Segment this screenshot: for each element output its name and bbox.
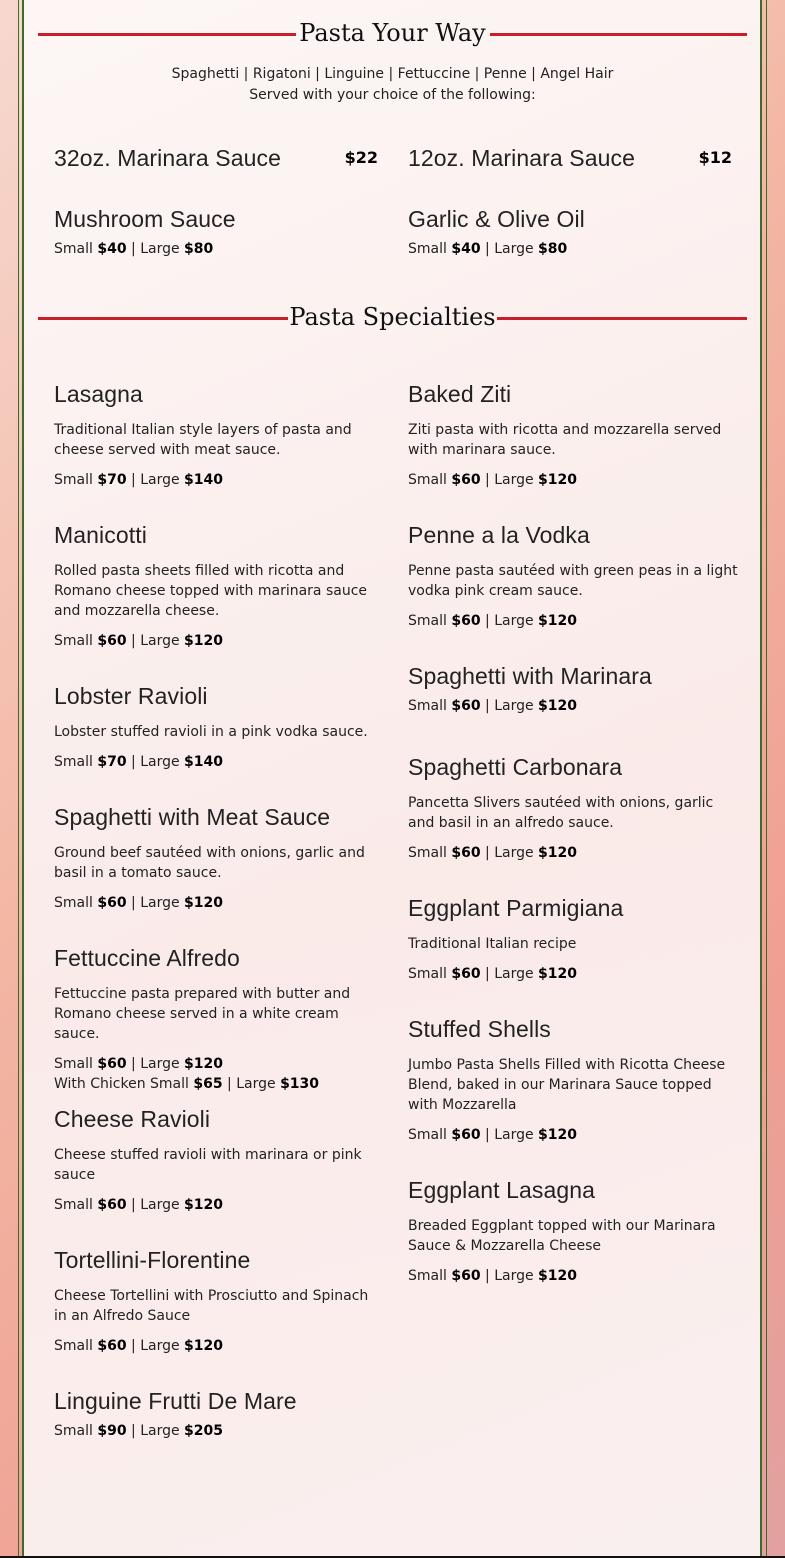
menu-item	[408, 205, 738, 259]
item-description: Traditional Italian recipe	[408, 936, 577, 952]
right-border	[766, 0, 767, 1558]
menu-item-penne-vodka	[408, 521, 738, 631]
item-price-with-chicken: With Chicken Small $65 | Large $130	[54, 1076, 320, 1092]
item-price: Small $40 | Large $80	[54, 241, 214, 257]
item-name: Lobster Ravioli	[54, 683, 208, 709]
section-title: Pasta Your Way	[299, 19, 486, 47]
item-name: Eggplant Parmigiana	[408, 895, 624, 921]
item-price: Small $90 | Large $205	[54, 1423, 224, 1439]
item-name: Stuffed Shells	[408, 1016, 551, 1042]
menu-item	[408, 144, 732, 172]
menu-item-linguine-frutti-de-mare	[54, 1387, 384, 1441]
item-name: Tortellini-Florentine	[54, 1247, 251, 1273]
left-border	[18, 0, 19, 1558]
item-name: Spaghetti with Meat Sauce	[54, 804, 331, 830]
section-header-pasta-specialties	[38, 300, 747, 336]
item-description: Ziti pasta with ricotta and mozzarella served with marinara sauce.	[408, 422, 722, 458]
item-name: Linguine Frutti De Mare	[54, 1388, 297, 1414]
item-name: Baked Ziti	[408, 381, 512, 407]
item-price: $22	[344, 148, 378, 167]
item-name: 32oz. Marinara Sauce	[54, 145, 282, 171]
item-name: Spaghetti Carbonara	[408, 754, 623, 780]
item-description: Cheese Tortellini with Prosciutto and Spinach in an Alfredo Sauce	[54, 1288, 369, 1324]
item-price: Small $60 | Large $120	[408, 845, 578, 861]
pasta-types: Spaghetti | Rigatoni | Linguine | Fettuccine | Penne | Angel Hair	[171, 66, 614, 82]
item-description: Rolled pasta sheets filled with ricotta and Romano cheese topped with marinara sauce and mozzarella cheese.	[54, 563, 368, 619]
item-price: Small $60 | Large $120	[54, 895, 224, 911]
item-name: Lasagna	[54, 381, 143, 407]
menu-item-eggplant-parmigiana	[408, 894, 738, 984]
item-price: Small $60 | Large $120	[54, 1197, 224, 1213]
section-header-pasta-your-way	[38, 16, 747, 52]
item-description: Cheese stuffed ravioli with marinara or pink sauce	[54, 1147, 362, 1183]
item-price: Small $60 | Large $120	[54, 1338, 224, 1354]
item-name: Penne a la Vodka	[408, 522, 590, 548]
menu-item-spaghetti-carbonara	[408, 753, 738, 863]
item-price: Small $60 | Large $120	[54, 633, 224, 649]
item-name: 12oz. Marinara Sauce	[408, 145, 636, 171]
item-price: Small $70 | Large $140	[54, 754, 224, 770]
item-name: Manicotti	[54, 522, 147, 548]
item-description: Breaded Eggplant topped with our Marinara Sauce & Mozzarella Cheese	[408, 1218, 716, 1254]
menu-item-stuffed-shells	[408, 1015, 738, 1145]
menu-item-baked-ziti	[408, 380, 738, 490]
served-with-note: Served with your choice of the following:	[249, 87, 536, 103]
menu-item-tortellini-florentine	[54, 1246, 384, 1356]
menu-item-manicotti	[54, 521, 384, 651]
item-name: Spaghetti with Marinara	[408, 663, 652, 689]
item-description: Ground beef sautéed with onions, garlic and basil in a tomato sauce.	[54, 845, 365, 881]
menu-item-eggplant-lasagna	[408, 1176, 738, 1286]
item-description: Lobster stuffed ravioli in a pink vodka sauce.	[54, 724, 368, 740]
item-description: Jumbo Pasta Shells Filled with Ricotta Cheese Blend, baked in our Marinara Sauce topped with Mozzarella	[408, 1057, 726, 1113]
menu-item-lasagna	[54, 380, 384, 490]
item-price: Small $60 | Large $120	[408, 1127, 578, 1143]
menu-item-spaghetti-meat-sauce	[54, 803, 384, 913]
item-name: Fettuccine Alfredo	[54, 945, 240, 971]
item-price: $12	[698, 148, 732, 167]
menu-item-lobster-ravioli	[54, 682, 384, 772]
menu-item-fettuccine-alfredo	[54, 944, 384, 1094]
menu-item	[54, 144, 378, 172]
item-price: Small $60 | Large $120	[408, 472, 578, 488]
item-description: Penne pasta sautéed with green peas in a light vodka pink cream sauce.	[408, 563, 738, 599]
item-description: Fettuccine pasta prepared with butter and Romano cheese served in a white cream sauce.	[54, 986, 351, 1042]
item-price: Small $60 | Large $120	[408, 1268, 578, 1284]
item-name: Cheese Ravioli	[54, 1106, 211, 1132]
item-price: Small $40 | Large $80	[408, 241, 568, 257]
menu-item-spaghetti-marinara	[408, 662, 738, 716]
item-name: Garlic & Olive Oil	[408, 206, 585, 232]
item-price: Small $60 | Large $120	[408, 966, 578, 982]
item-name: Eggplant Lasagna	[408, 1177, 596, 1203]
item-description: Traditional Italian style layers of pasta and cheese served with meat sauce.	[54, 422, 352, 458]
menu-item	[54, 205, 384, 259]
item-name: Mushroom Sauce	[54, 206, 236, 232]
item-price: Small $70 | Large $140	[54, 472, 224, 488]
menu-item-cheese-ravioli	[54, 1105, 384, 1215]
item-price: Small $60 | Large $120	[54, 1056, 224, 1072]
section-title: Pasta Specialties	[289, 303, 496, 331]
item-description: Pancetta Slivers sautéed with onions, garlic and basil in an alfredo sauce.	[408, 795, 714, 831]
item-price: Small $60 | Large $120	[408, 613, 578, 629]
item-price: Small $60 | Large $120	[408, 698, 578, 714]
